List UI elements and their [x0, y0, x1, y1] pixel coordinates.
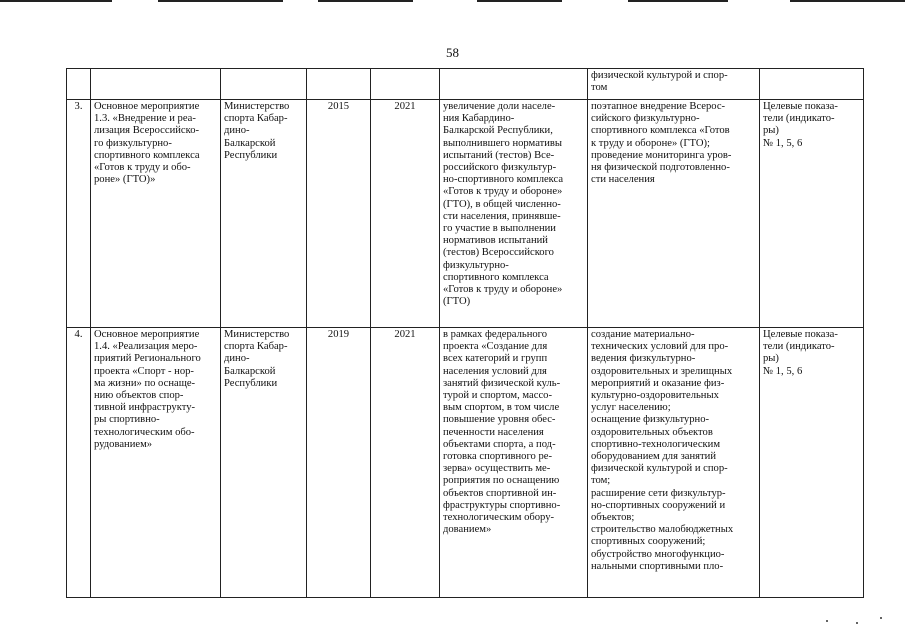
scan-top-line: [790, 0, 905, 2]
executor-cell: [221, 69, 307, 100]
executor-cell: Министерство спорта Кабар- дино- Балкарской Республики: [221, 100, 307, 328]
scan-top-line: [628, 0, 728, 2]
end-year-cell: 2021: [371, 328, 440, 598]
indicators-link-cell: [760, 69, 864, 100]
scan-speck: [880, 617, 882, 619]
indicators-link-cell: Целевые показа- тели (индикато- ры) № 1, 5, 6: [760, 100, 864, 328]
table-row: [67, 328, 864, 598]
scan-top-line: [477, 0, 562, 2]
measures-table: [66, 68, 864, 598]
event-cell: Основное мероприятие 1.4. «Реализация меро- приятий Регионального проекта «Спорт - нор- ма жизни» по оснаще- нию объектов спор- тивной инфраструкту- ры спортивно- технологическим обо- рудованием»: [91, 328, 221, 598]
start-year-cell: 2019: [307, 328, 371, 598]
row-number-cell: 4.: [67, 328, 91, 598]
table-row: [67, 100, 864, 328]
start-year-cell: [307, 69, 371, 100]
expected-result-cell: [440, 69, 588, 100]
start-year-cell: 2015: [307, 100, 371, 328]
scan-speck: [826, 620, 828, 622]
executor-cell: Министерство спорта Кабар- дино- Балкарской Республики: [221, 328, 307, 598]
activities-cell: физической культурой и спор- том: [588, 69, 760, 100]
activities-cell: поэтапное внедрение Всерос- сийского физкультурно- спортивного комплекса «Готов к труду и обороне» (ГТО); проведение мониторинга уров- ня физической подготовленно- сти населения: [588, 100, 760, 328]
row-number-cell: 3.: [67, 100, 91, 328]
event-cell: Основное мероприятие 1.3. «Внедрение и реа- лизация Всероссийско- го физкультурно- спортивного комплекса «Готов к труду и обо- роне» (ГТО)»: [91, 100, 221, 328]
scan-speck: [856, 622, 858, 624]
scan-top-line: [0, 0, 112, 2]
end-year-cell: 2021: [371, 100, 440, 328]
expected-result-cell: увеличение доли населе- ния Кабардино- Балкарской Республики, выполнившего нормативы испытаний (тестов) Все- российского физкультур- но-спортивного комплекса «Готов к труду и обороне» (ГТО), в общей численно- сти населения, принявше- го участие в выполнении нормативов испытаний (тестов) Всероссийского физкультурно- спортивного комплекса «Готов к труду и обороне» (ГТО): [440, 100, 588, 328]
scan-top-line: [318, 0, 413, 2]
end-year-cell: [371, 69, 440, 100]
row-number-cell: [67, 69, 91, 100]
expected-result-cell: в рамках федерального проекта «Создание для всех категорий и групп населения условий для занятий физической куль- турой и спортом, массо- вым спортом, в том числе повышение уровня обес- печенности населения объектами спорта, а под- готовка спортивного ре- зерва» осуществить ме- роприятия по оснащению объектов спортивной ин- фраструктуры спортивно- технологическим обору- дованием»: [440, 328, 588, 598]
scan-top-line: [158, 0, 283, 2]
table-row: [67, 69, 864, 100]
page-number: 58: [446, 45, 459, 60]
indicators-link-cell: Целевые показа- тели (индикато- ры) № 1, 5, 6: [760, 328, 864, 598]
event-cell: [91, 69, 221, 100]
activities-cell: создание материально- технических условий для про- ведения физкультурно- оздоровительных и зрелищных мероприятий и оказание физ- культурно-оздоровительных услуг населению; оснащение физкультурно- оздоровительных объектов спортивно-технологическим оборудованием для занятий физической культурой и спор- том; расширение сети физкультур- но-спортивных сооружений и объектов; строительство малобюджетных спортивных сооружений; обустройство многофункцио- нальными спортивными пло-: [588, 328, 760, 598]
